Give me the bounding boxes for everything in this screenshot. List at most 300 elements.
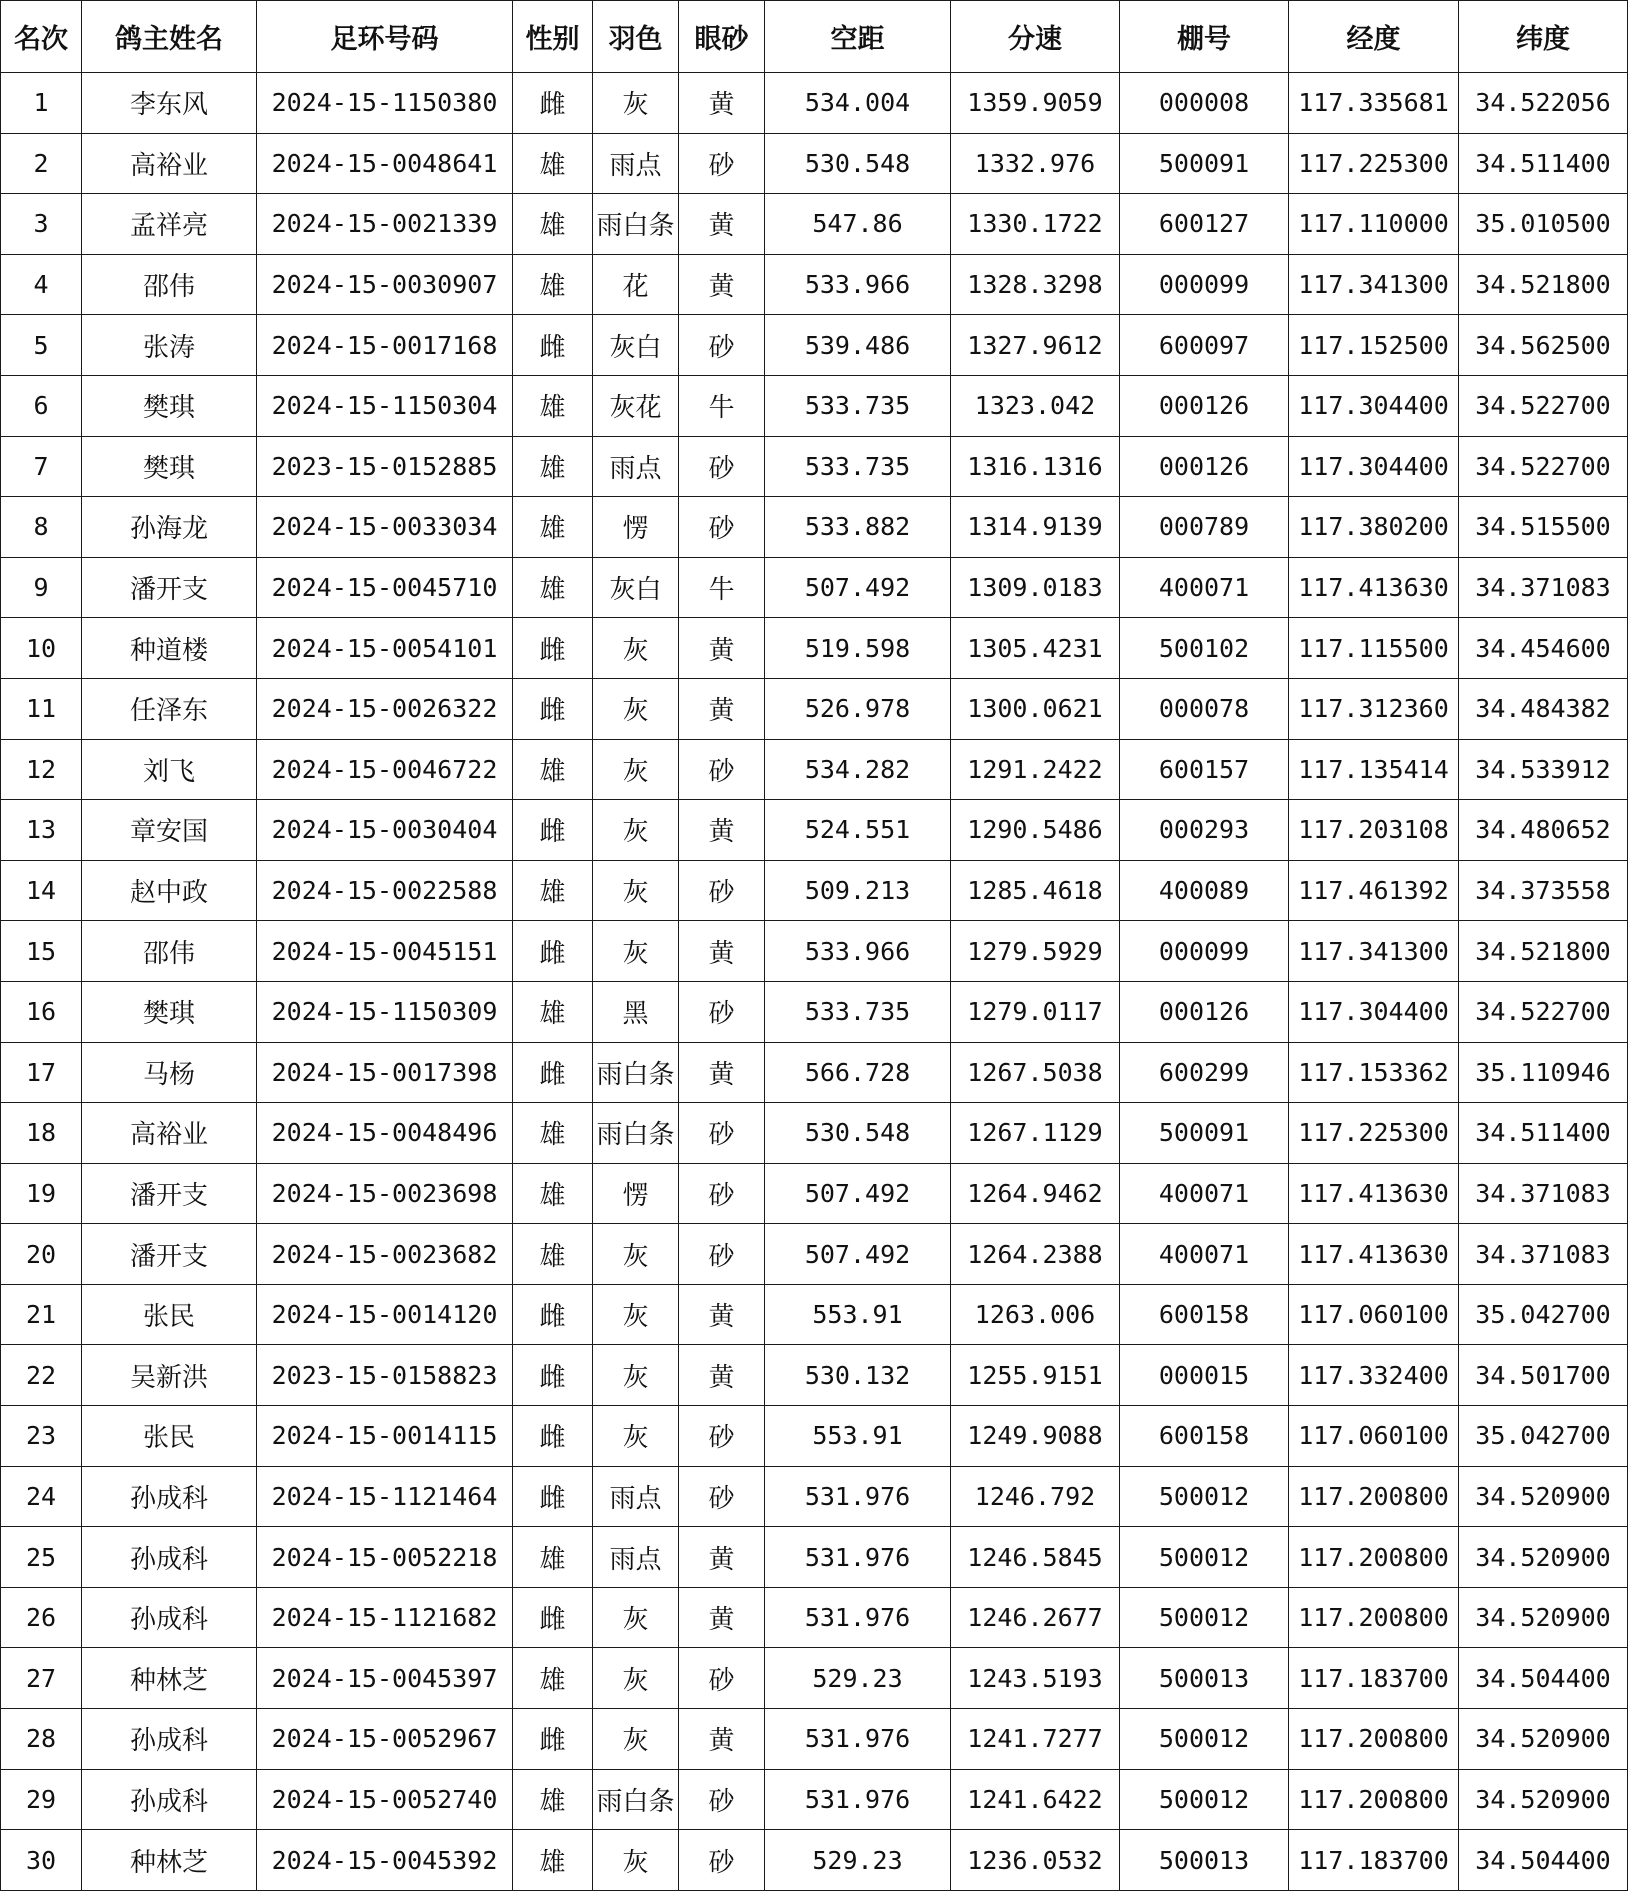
longitude-cell: 117.335681: [1289, 73, 1459, 134]
latitude-cell: 35.042700: [1459, 1284, 1628, 1345]
rank-cell: 10: [1, 618, 82, 679]
speed-cell: 1246.2677: [951, 1587, 1120, 1648]
table-row: [1, 1527, 1628, 1588]
table-row: [1, 800, 1628, 861]
ring-number-cell: 2024-15-0048496: [257, 1103, 513, 1164]
table-row: [1, 1103, 1628, 1164]
speed-cell: 1327.9612: [951, 315, 1120, 376]
eye-cell: 砂: [679, 1163, 765, 1224]
loft-id-header: 棚号: [1120, 1, 1289, 73]
distance-cell: 531.976: [765, 1769, 951, 1830]
loft-id-cell: 600157: [1120, 739, 1289, 800]
ring-number-cell: 2024-15-0052740: [257, 1769, 513, 1830]
eye-cell: 砂: [679, 860, 765, 921]
ring-number-cell: 2024-15-1150380: [257, 73, 513, 134]
latitude-cell: 34.520900: [1459, 1466, 1628, 1527]
table-row: [1, 254, 1628, 315]
owner-name-cell: 高裕业: [82, 133, 257, 194]
loft-id-cell: 400071: [1120, 1163, 1289, 1224]
longitude-cell: 117.153362: [1289, 1042, 1459, 1103]
rank-header: 名次: [1, 1, 82, 73]
latitude-cell: 34.480652: [1459, 800, 1628, 861]
longitude-cell: 117.060100: [1289, 1406, 1459, 1467]
distance-cell: 507.492: [765, 1163, 951, 1224]
loft-id-cell: 600299: [1120, 1042, 1289, 1103]
longitude-cell: 117.225300: [1289, 1103, 1459, 1164]
plumage-cell: 雨白条: [593, 1103, 679, 1164]
speed-cell: 1305.4231: [951, 618, 1120, 679]
rank-cell: 30: [1, 1830, 82, 1891]
rank-cell: 25: [1, 1527, 82, 1588]
ring-number-cell: 2024-15-1150309: [257, 981, 513, 1042]
owner-name-cell: 孙海龙: [82, 497, 257, 558]
sex-cell: 雌: [513, 315, 593, 376]
rank-cell: 15: [1, 921, 82, 982]
ring-number-cell: 2024-15-0022588: [257, 860, 513, 921]
loft-id-cell: 500013: [1120, 1648, 1289, 1709]
sex-cell: 雄: [513, 1769, 593, 1830]
speed-cell: 1264.9462: [951, 1163, 1120, 1224]
distance-cell: 524.551: [765, 800, 951, 861]
owner-name-cell: 任泽东: [82, 678, 257, 739]
rank-cell: 2: [1, 133, 82, 194]
sex-cell: 雌: [513, 1587, 593, 1648]
table-row: [1, 73, 1628, 134]
distance-cell: 566.728: [765, 1042, 951, 1103]
sex-cell: 雄: [513, 375, 593, 436]
rank-cell: 1: [1, 73, 82, 134]
plumage-cell: 愣: [593, 1163, 679, 1224]
latitude-cell: 34.533912: [1459, 739, 1628, 800]
table-row: [1, 497, 1628, 558]
speed-cell: 1314.9139: [951, 497, 1120, 558]
loft-id-cell: 500013: [1120, 1830, 1289, 1891]
speed-cell: 1241.6422: [951, 1769, 1120, 1830]
plumage-cell: 愣: [593, 497, 679, 558]
owner-name-cell: 孙成科: [82, 1527, 257, 1588]
distance-cell: 531.976: [765, 1466, 951, 1527]
sex-cell: 雌: [513, 678, 593, 739]
eye-cell: 砂: [679, 436, 765, 497]
loft-id-cell: 600158: [1120, 1284, 1289, 1345]
ring-number-cell: 2024-15-1121464: [257, 1466, 513, 1527]
latitude-cell: 35.110946: [1459, 1042, 1628, 1103]
loft-id-cell: 000126: [1120, 436, 1289, 497]
distance-cell: 507.492: [765, 557, 951, 618]
plumage-cell: 雨点: [593, 1527, 679, 1588]
speed-cell: 1267.5038: [951, 1042, 1120, 1103]
latitude-cell: 34.371083: [1459, 557, 1628, 618]
longitude-cell: 117.380200: [1289, 497, 1459, 558]
sex-cell: 雄: [513, 194, 593, 255]
table-row: [1, 557, 1628, 618]
ring-number-cell: 2024-15-0030907: [257, 254, 513, 315]
eye-cell: 砂: [679, 1103, 765, 1164]
eye-cell: 黄: [679, 678, 765, 739]
eye-cell: 黄: [679, 254, 765, 315]
owner-name-cell: 樊琪: [82, 375, 257, 436]
latitude-cell: 34.521800: [1459, 254, 1628, 315]
sex-cell: 雄: [513, 254, 593, 315]
distance-cell: 533.966: [765, 254, 951, 315]
speed-header: 分速: [951, 1, 1120, 73]
owner-name-cell: 种道楼: [82, 618, 257, 679]
owner-name-cell: 樊琪: [82, 981, 257, 1042]
speed-cell: 1279.0117: [951, 981, 1120, 1042]
header-row: [1, 1, 1628, 73]
plumage-cell: 灰: [593, 1345, 679, 1406]
ring-number-cell: 2024-15-0054101: [257, 618, 513, 679]
owner-name-cell: 潘开支: [82, 1224, 257, 1285]
owner-name-cell: 种林芝: [82, 1648, 257, 1709]
eye-cell: 砂: [679, 315, 765, 376]
loft-id-cell: 500012: [1120, 1709, 1289, 1770]
speed-cell: 1246.5845: [951, 1527, 1120, 1588]
speed-cell: 1330.1722: [951, 194, 1120, 255]
owner-name-cell: 张民: [82, 1406, 257, 1467]
loft-id-cell: 000008: [1120, 73, 1289, 134]
plumage-cell: 灰: [593, 739, 679, 800]
table-row: [1, 1284, 1628, 1345]
loft-id-cell: 000099: [1120, 921, 1289, 982]
speed-cell: 1246.792: [951, 1466, 1120, 1527]
rank-cell: 11: [1, 678, 82, 739]
distance-cell: 531.976: [765, 1587, 951, 1648]
loft-id-cell: 600097: [1120, 315, 1289, 376]
table-row: [1, 1042, 1628, 1103]
speed-cell: 1236.0532: [951, 1830, 1120, 1891]
sex-cell: 雄: [513, 133, 593, 194]
plumage-cell: 雨白条: [593, 1042, 679, 1103]
table-row: [1, 981, 1628, 1042]
latitude-cell: 34.504400: [1459, 1648, 1628, 1709]
loft-id-cell: 000099: [1120, 254, 1289, 315]
distance-cell: 553.91: [765, 1284, 951, 1345]
ring-number-cell: 2024-15-0052218: [257, 1527, 513, 1588]
distance-header: 空距: [765, 1, 951, 73]
rank-cell: 21: [1, 1284, 82, 1345]
longitude-cell: 117.200800: [1289, 1587, 1459, 1648]
owner-name-cell: 吴新洪: [82, 1345, 257, 1406]
sex-cell: 雄: [513, 1224, 593, 1285]
loft-id-cell: 400071: [1120, 1224, 1289, 1285]
plumage-cell: 雨点: [593, 133, 679, 194]
latitude-cell: 34.371083: [1459, 1224, 1628, 1285]
plumage-cell: 灰白: [593, 557, 679, 618]
ring-number-header: 足环号码: [257, 1, 513, 73]
rank-cell: 23: [1, 1406, 82, 1467]
eye-cell: 砂: [679, 1406, 765, 1467]
longitude-cell: 117.312360: [1289, 678, 1459, 739]
plumage-cell: 灰白: [593, 315, 679, 376]
ring-number-cell: 2024-15-1121682: [257, 1587, 513, 1648]
loft-id-cell: 500102: [1120, 618, 1289, 679]
table-row: [1, 375, 1628, 436]
speed-cell: 1359.9059: [951, 73, 1120, 134]
latitude-cell: 34.504400: [1459, 1830, 1628, 1891]
eye-cell: 砂: [679, 1769, 765, 1830]
owner-name-cell: 邵伟: [82, 921, 257, 982]
plumage-cell: 灰: [593, 678, 679, 739]
loft-id-cell: 500012: [1120, 1587, 1289, 1648]
distance-cell: 531.976: [765, 1709, 951, 1770]
ring-number-cell: 2024-15-0045392: [257, 1830, 513, 1891]
speed-cell: 1279.5929: [951, 921, 1120, 982]
owner-name-cell: 孙成科: [82, 1466, 257, 1527]
eye-cell: 砂: [679, 981, 765, 1042]
speed-cell: 1316.1316: [951, 436, 1120, 497]
sex-cell: 雄: [513, 981, 593, 1042]
latitude-cell: 34.520900: [1459, 1709, 1628, 1770]
sex-cell: 雄: [513, 1103, 593, 1164]
owner-name-cell: 潘开支: [82, 1163, 257, 1224]
speed-cell: 1263.006: [951, 1284, 1120, 1345]
owner-name-cell: 张涛: [82, 315, 257, 376]
longitude-cell: 117.203108: [1289, 800, 1459, 861]
plumage-cell: 灰: [593, 1709, 679, 1770]
plumage-header: 羽色: [593, 1, 679, 73]
latitude-cell: 34.522700: [1459, 375, 1628, 436]
owner-name-cell: 马杨: [82, 1042, 257, 1103]
longitude-cell: 117.413630: [1289, 557, 1459, 618]
longitude-cell: 117.461392: [1289, 860, 1459, 921]
table-row: [1, 678, 1628, 739]
loft-id-cell: 500091: [1120, 1103, 1289, 1164]
plumage-cell: 雨点: [593, 1466, 679, 1527]
owner-name-cell: 孙成科: [82, 1709, 257, 1770]
eye-cell: 黄: [679, 800, 765, 861]
loft-id-cell: 500012: [1120, 1466, 1289, 1527]
sex-cell: 雌: [513, 1406, 593, 1467]
eye-cell: 砂: [679, 1466, 765, 1527]
speed-cell: 1300.0621: [951, 678, 1120, 739]
rank-cell: 26: [1, 1587, 82, 1648]
plumage-cell: 灰: [593, 73, 679, 134]
table-row: [1, 133, 1628, 194]
speed-cell: 1291.2422: [951, 739, 1120, 800]
ring-number-cell: 2024-15-0052967: [257, 1709, 513, 1770]
plumage-cell: 灰: [593, 921, 679, 982]
loft-id-cell: 400089: [1120, 860, 1289, 921]
table-row: [1, 1466, 1628, 1527]
plumage-cell: 黑: [593, 981, 679, 1042]
eye-cell: 砂: [679, 1830, 765, 1891]
plumage-cell: 雨白条: [593, 1769, 679, 1830]
speed-cell: 1332.976: [951, 133, 1120, 194]
eye-cell: 黄: [679, 1587, 765, 1648]
owner-name-cell: 孟祥亮: [82, 194, 257, 255]
speed-cell: 1249.9088: [951, 1406, 1120, 1467]
eye-cell: 黄: [679, 1709, 765, 1770]
speed-cell: 1267.1129: [951, 1103, 1120, 1164]
speed-cell: 1243.5193: [951, 1648, 1120, 1709]
plumage-cell: 灰: [593, 1648, 679, 1709]
rank-cell: 12: [1, 739, 82, 800]
table-row: [1, 194, 1628, 255]
speed-cell: 1328.3298: [951, 254, 1120, 315]
table-row: [1, 1587, 1628, 1648]
sex-header: 性别: [513, 1, 593, 73]
eye-header: 眼砂: [679, 1, 765, 73]
plumage-cell: 灰: [593, 618, 679, 679]
ring-number-cell: 2024-15-0045397: [257, 1648, 513, 1709]
distance-cell: 530.548: [765, 1103, 951, 1164]
distance-cell: 530.548: [765, 133, 951, 194]
eye-cell: 砂: [679, 739, 765, 800]
rank-cell: 16: [1, 981, 82, 1042]
sex-cell: 雄: [513, 860, 593, 921]
speed-cell: 1285.4618: [951, 860, 1120, 921]
rank-cell: 5: [1, 315, 82, 376]
distance-cell: 553.91: [765, 1406, 951, 1467]
longitude-cell: 117.060100: [1289, 1284, 1459, 1345]
latitude-cell: 34.501700: [1459, 1345, 1628, 1406]
ring-number-cell: 2024-15-0048641: [257, 133, 513, 194]
ring-number-cell: 2024-15-0017398: [257, 1042, 513, 1103]
table-row: [1, 739, 1628, 800]
speed-cell: 1309.0183: [951, 557, 1120, 618]
distance-cell: 531.976: [765, 1527, 951, 1588]
longitude-cell: 117.183700: [1289, 1830, 1459, 1891]
distance-cell: 530.132: [765, 1345, 951, 1406]
sex-cell: 雄: [513, 739, 593, 800]
owner-name-cell: 刘飞: [82, 739, 257, 800]
rank-cell: 3: [1, 194, 82, 255]
eye-cell: 黄: [679, 1527, 765, 1588]
sex-cell: 雄: [513, 1163, 593, 1224]
longitude-cell: 117.200800: [1289, 1709, 1459, 1770]
longitude-cell: 117.304400: [1289, 981, 1459, 1042]
loft-id-cell: 000293: [1120, 800, 1289, 861]
ring-number-cell: 2024-15-0014120: [257, 1284, 513, 1345]
owner-name-cell: 孙成科: [82, 1769, 257, 1830]
eye-cell: 牛: [679, 375, 765, 436]
longitude-cell: 117.304400: [1289, 436, 1459, 497]
plumage-cell: 花: [593, 254, 679, 315]
latitude-cell: 35.010500: [1459, 194, 1628, 255]
sex-cell: 雌: [513, 73, 593, 134]
plumage-cell: 灰: [593, 800, 679, 861]
ring-number-cell: 2024-15-0021339: [257, 194, 513, 255]
table-row: [1, 618, 1628, 679]
sex-cell: 雄: [513, 1830, 593, 1891]
ring-number-cell: 2024-15-0030404: [257, 800, 513, 861]
plumage-cell: 灰: [593, 860, 679, 921]
distance-cell: 529.23: [765, 1648, 951, 1709]
sex-cell: 雌: [513, 1284, 593, 1345]
owner-name-cell: 赵中政: [82, 860, 257, 921]
latitude-cell: 34.520900: [1459, 1527, 1628, 1588]
loft-id-cell: 000126: [1120, 375, 1289, 436]
sex-cell: 雄: [513, 1648, 593, 1709]
table-row: [1, 921, 1628, 982]
longitude-cell: 117.110000: [1289, 194, 1459, 255]
loft-id-cell: 000078: [1120, 678, 1289, 739]
ring-number-cell: 2024-15-0046722: [257, 739, 513, 800]
rank-cell: 17: [1, 1042, 82, 1103]
ring-number-cell: 2024-15-0045151: [257, 921, 513, 982]
rank-cell: 18: [1, 1103, 82, 1164]
distance-cell: 507.492: [765, 1224, 951, 1285]
sex-cell: 雌: [513, 800, 593, 861]
latitude-cell: 34.522700: [1459, 981, 1628, 1042]
loft-id-cell: 600158: [1120, 1406, 1289, 1467]
distance-cell: 533.735: [765, 375, 951, 436]
rank-cell: 24: [1, 1466, 82, 1527]
table-row: [1, 315, 1628, 376]
table-row: [1, 1830, 1628, 1891]
latitude-cell: 34.484382: [1459, 678, 1628, 739]
longitude-header: 经度: [1289, 1, 1459, 73]
ring-number-cell: 2023-15-0152885: [257, 436, 513, 497]
loft-id-cell: 500091: [1120, 133, 1289, 194]
table-row: [1, 860, 1628, 921]
latitude-cell: 34.511400: [1459, 1103, 1628, 1164]
speed-cell: 1255.9151: [951, 1345, 1120, 1406]
distance-cell: 547.86: [765, 194, 951, 255]
sex-cell: 雌: [513, 618, 593, 679]
table-row: [1, 1224, 1628, 1285]
owner-name-cell: 李东风: [82, 73, 257, 134]
speed-cell: 1241.7277: [951, 1709, 1120, 1770]
table-row: [1, 1163, 1628, 1224]
rank-cell: 8: [1, 497, 82, 558]
plumage-cell: 灰: [593, 1284, 679, 1345]
distance-cell: 526.978: [765, 678, 951, 739]
longitude-cell: 117.341300: [1289, 254, 1459, 315]
sex-cell: 雌: [513, 1709, 593, 1770]
eye-cell: 黄: [679, 1042, 765, 1103]
loft-id-cell: 500012: [1120, 1527, 1289, 1588]
rank-cell: 20: [1, 1224, 82, 1285]
eye-cell: 黄: [679, 921, 765, 982]
table-row: [1, 1769, 1628, 1830]
plumage-cell: 灰花: [593, 375, 679, 436]
latitude-cell: 34.454600: [1459, 618, 1628, 679]
rank-cell: 4: [1, 254, 82, 315]
ring-number-cell: 2024-15-0045710: [257, 557, 513, 618]
longitude-cell: 117.200800: [1289, 1769, 1459, 1830]
latitude-cell: 35.042700: [1459, 1406, 1628, 1467]
eye-cell: 砂: [679, 497, 765, 558]
sex-cell: 雄: [513, 557, 593, 618]
loft-id-cell: 500012: [1120, 1769, 1289, 1830]
table-row: [1, 1406, 1628, 1467]
rank-cell: 19: [1, 1163, 82, 1224]
table-row: [1, 436, 1628, 497]
table-row: [1, 1709, 1628, 1770]
owner-name-cell: 孙成科: [82, 1587, 257, 1648]
longitude-cell: 117.413630: [1289, 1224, 1459, 1285]
plumage-cell: 灰: [593, 1224, 679, 1285]
longitude-cell: 117.115500: [1289, 618, 1459, 679]
distance-cell: 529.23: [765, 1830, 951, 1891]
longitude-cell: 117.152500: [1289, 315, 1459, 376]
distance-cell: 534.282: [765, 739, 951, 800]
rank-cell: 7: [1, 436, 82, 497]
latitude-cell: 34.562500: [1459, 315, 1628, 376]
plumage-cell: 灰: [593, 1406, 679, 1467]
distance-cell: 539.486: [765, 315, 951, 376]
ring-number-cell: 2024-15-0023698: [257, 1163, 513, 1224]
plumage-cell: 雨白条: [593, 194, 679, 255]
rank-cell: 6: [1, 375, 82, 436]
owner-name-cell: 高裕业: [82, 1103, 257, 1164]
loft-id-cell: 400071: [1120, 557, 1289, 618]
loft-id-cell: 000015: [1120, 1345, 1289, 1406]
rank-cell: 29: [1, 1769, 82, 1830]
eye-cell: 黄: [679, 1284, 765, 1345]
